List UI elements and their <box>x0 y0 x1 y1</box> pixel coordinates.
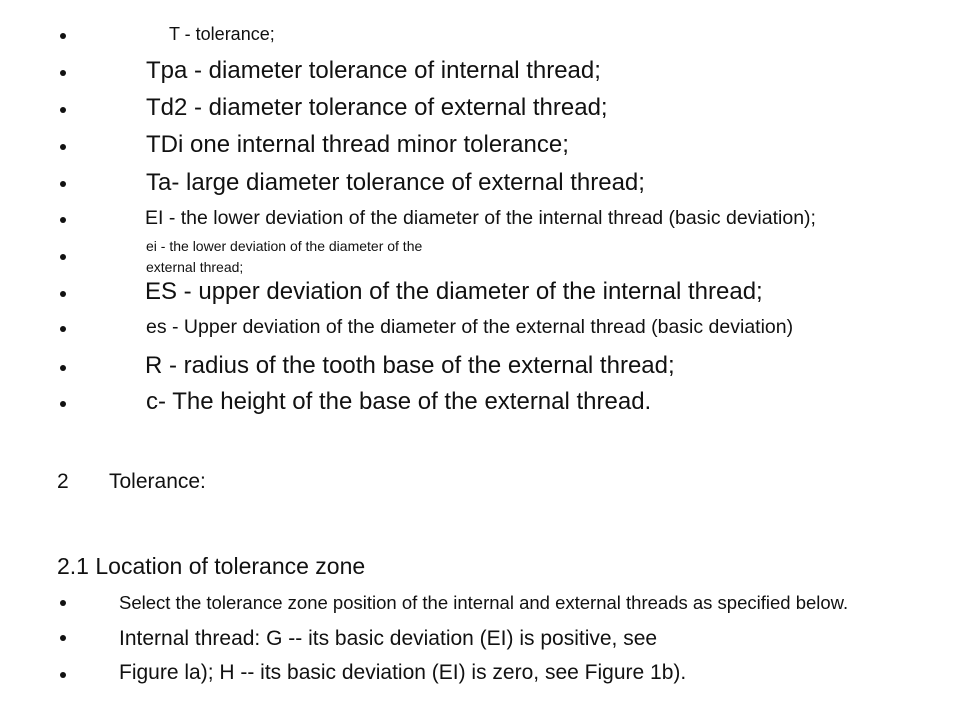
list-item-text: Td2 - diameter tolerance of external thread; <box>146 94 608 121</box>
list-item-text: R - radius of the tooth base of the external thread; <box>145 352 675 379</box>
subsection-heading: 2.1 Location of tolerance zone <box>57 553 366 579</box>
bullet <box>60 401 66 407</box>
bullet <box>60 672 66 678</box>
bullet <box>60 291 66 297</box>
list-item-text: Ta- large diameter tolerance of external thread; <box>146 169 645 196</box>
list-item-text: es - Upper deviation of the diameter of the external thread (basic deviation) <box>146 316 794 338</box>
section-number: 2 <box>57 470 69 493</box>
section-title: Tolerance: <box>109 470 206 493</box>
list-item-text: T - tolerance; <box>169 24 275 44</box>
bullet <box>60 144 66 150</box>
list-item-text: ES - upper deviation of the diameter of the internal thread; <box>145 278 763 305</box>
bullet <box>60 326 66 332</box>
bullet <box>60 365 66 371</box>
list-item-text: ei - the lower deviation of the diameter of the external thread; <box>146 238 423 275</box>
list-item-text: Internal thread: G -- its basic deviation (EI) is positive, see <box>119 627 658 650</box>
section-heading <box>57 470 206 494</box>
bullet <box>60 181 66 187</box>
bullet <box>60 635 66 641</box>
bullet <box>60 217 66 223</box>
bullet <box>60 33 66 39</box>
list-item-text: Select the tolerance zone position of the internal and external threads as specified below. <box>119 592 849 613</box>
list-item-text: Figure la); H -- its basic deviation (EI) is zero, see Figure 1b). <box>119 661 687 684</box>
list-item-text: EI - the lower deviation of the diameter of the internal thread (basic deviation); <box>145 207 816 229</box>
bullet <box>60 254 66 260</box>
bullet <box>60 70 66 76</box>
list-item-text: TDi one internal thread minor tolerance; <box>146 131 569 158</box>
bullet <box>60 107 66 113</box>
list-item-text: c- The height of the base of the external thread. <box>146 388 652 415</box>
list-item-text: Tpa - diameter tolerance of internal thread; <box>146 57 601 84</box>
bullet <box>60 600 66 606</box>
